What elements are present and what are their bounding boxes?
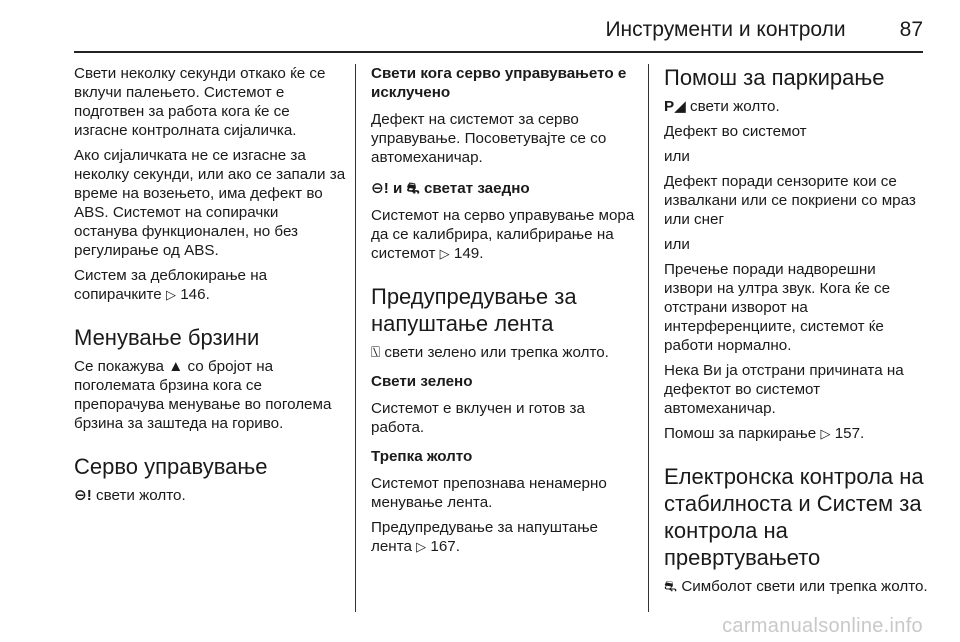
abs-fault-text: Ако сијаличката не се изгасне за неколку секунди, или ако се запали за време на возењето, има дефект во ABS. Системот на сопирачки останува функционален, но без регулирање од ABS. [74,147,346,259]
ultrasound-text: Пречење поради надворешни извори на ултра звук. Кога ќе се отстрани изворот на интерференциите, системот ќе работи нормално. [664,261,891,354]
esc-text: ⛐ Симболот свети или трепка жолто. [664,578,928,595]
heading-parking-assist: Помош за паркирање [664,65,885,90]
page-ref-icon: ▷ [820,426,831,441]
heading-gear-shift: Менување брзини [74,325,260,350]
parking-light-text: P◢ свети жолто. [664,98,780,115]
heading-esc: Електронска контрола на стабилноста и Систем за контрола на превртувањето [664,464,924,570]
sensor-dirty-text: Дефект поради сензорите кои се извалкани или се покриени со мраз или снег [664,173,916,228]
esc-icon: ⛐ [406,180,420,197]
lane-reference: Предупредување за напуштање лента ▷ 167. [371,519,599,555]
header-rule [74,51,923,53]
heading-power-steering: Серво управување [74,454,268,479]
column-divider [355,64,356,612]
parking-reference: Помош за паркирање ▷ 157. [664,425,865,442]
page-number: 87 [899,18,923,41]
parking-assist-icon: P◢ [664,98,686,115]
steering-warning-icon: ⊖! [74,487,92,504]
heading-steering-off: Свети кога серво управувањето е исклучено [371,65,627,101]
abs-reference: Систем за деблокирање на сопирачките ▷ 146. [74,267,268,303]
column-1 [74,64,346,618]
esc-icon: ⛐ [664,578,678,595]
lit-green-text: Системот е вклучен и готов за работа. [371,400,585,436]
lane-departure-icon: ⍂ [371,344,381,361]
or-text: или [664,148,690,165]
gear-shift-text: Се покажува ▲ со бројот на поголемата брзина кога се препорачува менување во поголема брзина за заштеда на гориво. [74,358,332,432]
heading-lane-departure: Предупредување за напуштање лента [371,284,577,336]
header-title: Инструменти и контроли [605,18,846,41]
abs-light-text: Свети неколку секунди откако ќе се вклучи палењето. Системот е подготвен за работа кога ќе се изгасне контролната сијаличка. [74,65,326,139]
or-text: или [664,236,690,253]
steering-warning-icon: ⊖! [371,180,389,197]
page-ref-icon: ▷ [416,539,427,554]
watermark: carmanualsonline.info [722,615,923,637]
page-ref-icon: ▷ [166,287,176,302]
flash-yellow-text: Системот препознава ненамерно менување лента. [371,475,607,511]
heading-flash-yellow: Трепка жолто [371,448,473,465]
calibration-text: Системот на серво управување мора да се калибрира, калибрирање на системот ▷ 149. [371,207,635,262]
lane-light-text: ⍂ свети зелено или трепка жолто. [371,344,609,361]
heading-lit-green: Свети зелено [371,373,473,390]
heading-lights-together: ⊖! и ⛐ светат заедно [371,180,530,197]
parking-fault-text: Дефект во системот [664,123,807,140]
page-header [74,10,923,50]
power-steering-text: ⊖! свети жолто. [74,487,186,504]
steering-fault-text: Дефект на системот за серво управување. Посоветувајте се со автомеханичар. [371,111,607,166]
shift-up-icon: ▲ [168,358,184,375]
page-ref-icon: ▷ [439,246,450,261]
column-3 [664,64,928,618]
column-divider [648,64,649,612]
mechanic-text: Нека Ви ја отстрани причината на дефектот во системот автомеханичар. [664,362,904,417]
column-2 [371,64,639,618]
